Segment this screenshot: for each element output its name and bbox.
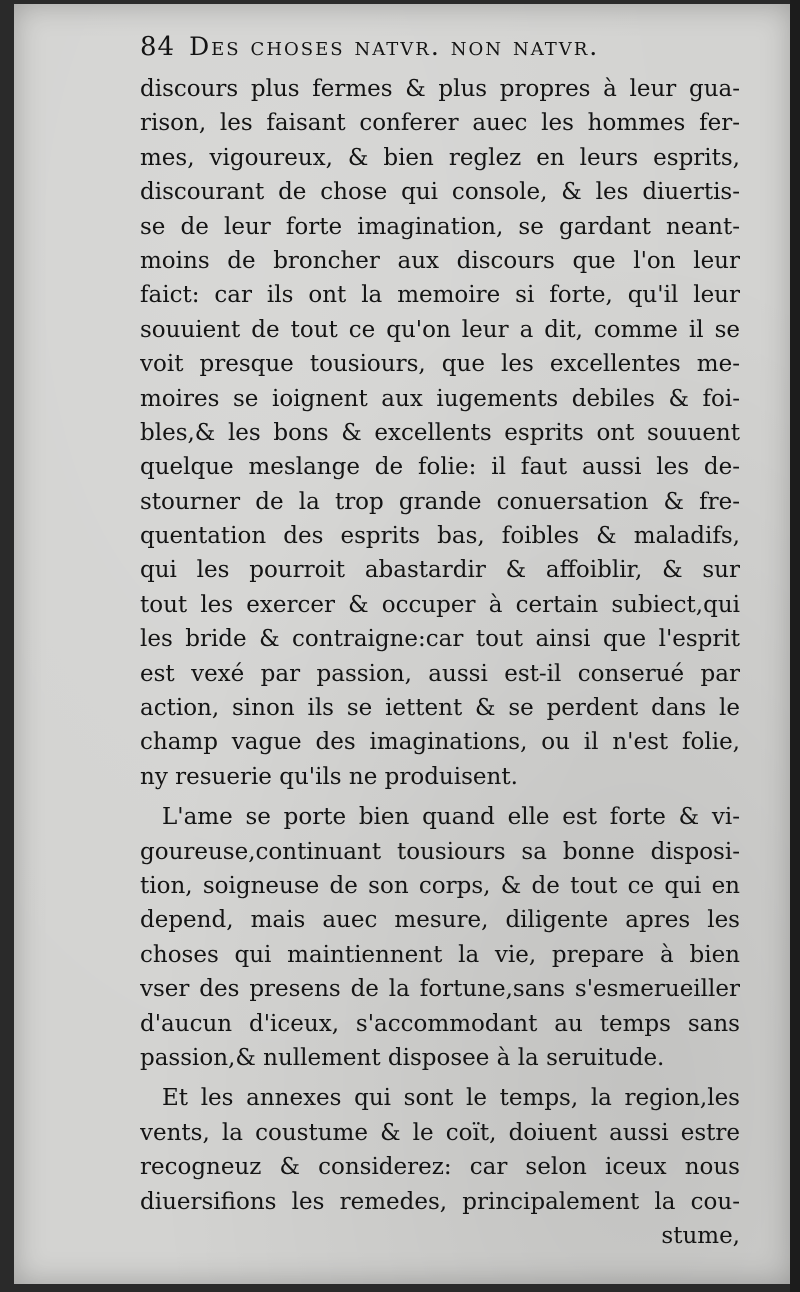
text-block [140, 32, 740, 1253]
text-line: L'ame se porte bien quand elle est forte & vi- [162, 804, 740, 831]
text-line: vents, la coustume & le coït, doiuent aussi estre [140, 1119, 740, 1146]
running-title: Des choses natvr. non natvr. [189, 32, 600, 61]
text-line: discourant de chose qui console, & les diuertis- [140, 179, 740, 206]
text-line: est vexé par passion, aussi est-il conserué par [140, 660, 740, 687]
page-header [140, 32, 740, 72]
catchword: stume, [661, 1222, 740, 1249]
text-line: goureuse,continuant tousiours sa bonne disposi- [140, 838, 740, 865]
text-line: recogneuz & considerez: car selon iceux nous [140, 1154, 740, 1181]
text-line: Et les annexes qui sont le temps, la region,les [162, 1085, 740, 1112]
text-line: d'aucun d'iceux, s'accommodant au temps sans [140, 1010, 740, 1037]
text-line: moires se ioignent aux iugements debiles & foi- [140, 385, 740, 412]
text-line: discours plus fermes & plus propres à leur gua- [140, 76, 740, 102]
text-line: bles,& les bons & excellents esprits ont souuent [140, 419, 740, 446]
text-line: mes, vigoureux, & bien reglez en leurs esprits, [140, 144, 740, 171]
text-line: stourner de la trop grande conuersation & fre- [140, 488, 740, 515]
page-edge-shadow [790, 0, 800, 1292]
paragraph-1 [140, 72, 740, 794]
text-line: champ vague des imaginations, ou il n'est folie, [140, 729, 740, 756]
text-line: tion, soigneuse de son corps, & de tout ce qui en [140, 872, 740, 899]
text-line: tout les exercer & occuper à certain subiect,qui [140, 591, 740, 618]
text-line: les bride & contraigne:car tout ainsi que l'esprit [140, 626, 740, 653]
text-line: choses qui maintiennent la vie, prepare à bien [140, 941, 740, 968]
paragraph-2 [140, 800, 740, 1075]
text-line: se de leur forte imagination, se gardant neant- [140, 213, 740, 240]
text-line: qui les pourroit abastardir & affoiblir, & sur [140, 557, 740, 584]
text-line: voit presque tousiours, que les excellentes me- [140, 351, 740, 378]
text-line: diuersifions les remedes, principalement la cou- [140, 1188, 740, 1215]
text-line: action, sinon ils se iettent & se perdent dans le [140, 695, 740, 722]
paragraph-3 [140, 1081, 740, 1253]
text-line: quentation des esprits bas, foibles & maladifs, [140, 523, 740, 550]
text-line: passion,& nullement disposee à la seruitude. [140, 1044, 665, 1071]
text-line: souuient de tout ce qu'on leur a dit, comme il se [140, 316, 740, 343]
text-line: ny resuerie qu'ils ne produisent. [140, 763, 518, 790]
text-line: moins de broncher aux discours que l'on leur [140, 247, 740, 274]
text-line: rison, les faisant conferer auec les hommes fer- [140, 110, 740, 137]
page-number: 84 [140, 32, 176, 62]
text-line: depend, mais auec mesure, diligente apres les [140, 907, 740, 934]
text-line: quelque meslange de folie: il faut aussi les de- [140, 454, 740, 481]
text-line: faict: car ils ont la memoire si forte, qu'il leur [140, 282, 740, 309]
text-line: vser des presens de la fortune,sans s'esmerueiller [140, 976, 740, 1003]
